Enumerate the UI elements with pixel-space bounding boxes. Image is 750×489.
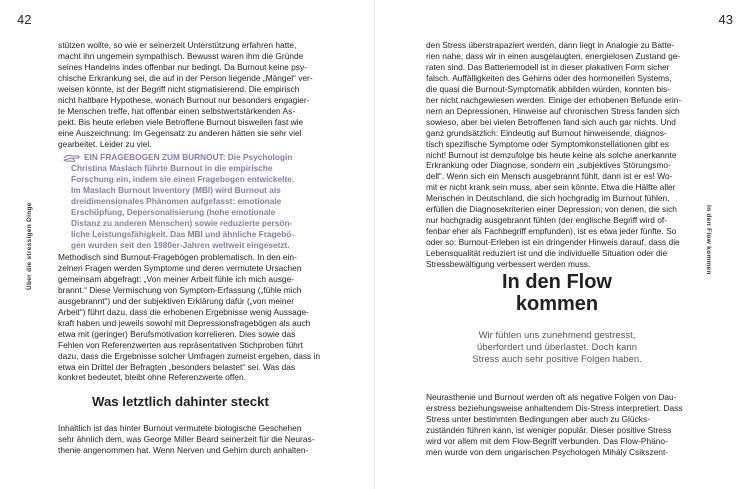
- text-line: chische Erkrankung sei, die auf in der Person liegende „Mängel“ ver-: [58, 72, 313, 83]
- text-line: raten sind. Das Batteriemodell ist in dieser plakativen Form sicher: [426, 61, 670, 72]
- text-line: seines Handelns indes offenbar nur bedingt. Da Burnout keine psy-: [58, 61, 307, 72]
- lead-line: überfordert und überlastet. Doch kann: [476, 342, 637, 354]
- text-line: kraft haben und jeweils sowohl mit Depressionsfragebögen als auch: [58, 317, 311, 328]
- section-heading-right: [426, 271, 688, 315]
- text-line: pekt. Bis heute erleben viele Betroffene Burnout bisweilen fast wie: [58, 116, 304, 127]
- text-line: Arbeit“) führt dazu, dass die erhobenen Ergebnisse wenig Aussage-: [58, 306, 309, 317]
- heading-line: kommen: [515, 293, 599, 315]
- box-line: Christina Maslach führte Burnout in die empirische: [71, 162, 273, 173]
- page-number-right: 43: [718, 12, 733, 27]
- text-line: macht ihn ungemein sympathisch. Bewusst waren ihm die Gründe: [58, 50, 304, 61]
- text-line: Neurasthenie und Burnout werden oft als negative Folgen von Dau-: [426, 392, 677, 402]
- text-line: nicht haltbare Hypothese, wonach Burnout nur besonders engagier-: [58, 94, 310, 105]
- lead-line: Wir fühlen uns zunehmend gestresst,: [478, 330, 636, 341]
- box-line: gen wurden seit den 1980er-Jahren weltweit eingesetzt.: [71, 239, 290, 250]
- box-line: Im Maslach Burnout Inventory (MBI) wird Burnout als: [71, 184, 281, 195]
- text-line: thenie angenommen hat. Wenn Nerven und Gehirn durch anhalten-: [58, 444, 309, 455]
- text-line: Stressbewältigung verbessert werden muss.: [426, 259, 591, 270]
- text-line: Erkrankung oder Diagnose, sondern ein „subjektives Störungsmo-: [426, 160, 671, 171]
- text-line: wird vor allem mit dem Flow-Begriff verbunden. Das Flow-Phäno-: [426, 435, 668, 446]
- text-line: die quasi die Burnout-Symptomatik abbilden würden, konnten bis-: [426, 83, 670, 94]
- text-line: gearbeitet. Leider zu viel.: [58, 138, 152, 149]
- left-paragraph-1: [58, 40, 313, 150]
- page-number-left: 42: [17, 12, 32, 27]
- text-line: falsch. Auffälligkeiten des Gehirns oder des hormonellen Systems,: [426, 72, 672, 83]
- text-line: erfüllen die Diagnosekriterien einer Depression; von denen, die sich: [426, 204, 677, 215]
- text-line: etwa ein Drittel der Befragten „besonders belastet“ sei. Was das: [58, 361, 296, 372]
- heading-line: In den Flow: [502, 271, 612, 293]
- box-line: Erschöpfung, Depersonalisierung (hohe emotionale: [71, 206, 276, 217]
- page-gutter: [374, 0, 375, 489]
- text-line: weisen könnte, ist der Begriff nicht stigmatisierend. Die empirisch: [58, 83, 300, 94]
- text-line: Menschen in Deutschland, die sich hochgradig im Burnout fühlen,: [426, 193, 670, 204]
- text-line: her nicht nachgewiesen werden. Einige der erhobenen Befunde erin-: [426, 94, 682, 105]
- text-line: Lebensqualität reduziert ist und die individuelle Situation oder die: [426, 248, 668, 259]
- text-line: konkret bedeutet, bleibt ohne Referenzwerte offen.: [58, 372, 246, 383]
- text-line: stützen wollte, so wie er seinerzeit Unterstützung erfahren hatte,: [58, 40, 297, 50]
- text-line: sowieso, aber bei vielen Betroffenen fand sich auch gar nichts. Und: [426, 116, 676, 127]
- text-line: den Stress überstrapaziert werden, dann liegt in Analogie zu Batte-: [426, 40, 675, 50]
- left-paragraph-3: [58, 423, 315, 456]
- text-line: etwa mit (geringer) Berufsmotivation korrelieren. Dies sowie das: [58, 328, 296, 339]
- text-line: men wurde von dem ungarischen Psychologen Mihály Csikszent-: [426, 446, 669, 457]
- box-line: EIN FRAGEBOGEN ZUM BURNOUT: Die Psychologin: [84, 152, 293, 162]
- hand-pointer-icon: [63, 152, 81, 164]
- text-line: te Menschen treffe, hat offenbar einen selbstwertstärkenden As-: [58, 105, 296, 116]
- text-line: nicht! Burnout ist demzufolge bis heute keine als solche anerkannte: [426, 149, 677, 160]
- text-line: sehr ähnlich dem, was George Miller Beard seinerzeit für die Neuras-: [58, 433, 315, 444]
- text-line: eine Auszeichnung: Im Gegensatz zu anderen hätten sie sehr viel: [58, 127, 302, 138]
- box-line: Forschung ein, indem sie einen Fragebogen entwickelte.: [71, 173, 295, 184]
- right-paragraph-2: [426, 392, 688, 458]
- left-paragraph-2: [58, 252, 321, 383]
- text-line: zelnen Fragen werden Symptome und deren vermutete Ursachen: [58, 262, 302, 273]
- text-line: Fehlen von Referenzwerten aus repräsentativen Stichproben führt: [58, 339, 303, 350]
- lead-line: Stress auch sehr positive Folgen haben.: [472, 354, 642, 366]
- text-line: dazu, dass die Ergebnisse solcher Umfragen zumeist ergeben, dass in: [58, 350, 321, 361]
- running-head-left: Über die stressigen Dinge: [26, 202, 33, 290]
- text-line: fenbar eher als Fachbegriff empfunden), ist es etwa jeder fünfte. So: [426, 226, 677, 237]
- text-line: Inhaltlich ist das hinter Burnout vermutete biologische Geschehen: [58, 423, 302, 433]
- text-line: mit er nicht krank sein muss, aber sein könnte. Etwa die Hälfte aller: [426, 182, 676, 193]
- text-line: ganz grundsätzlich: Eindeutig auf Burnout hinweisende, diagnos-: [426, 127, 667, 138]
- running-head-right: In den Flow kommen: [705, 205, 712, 275]
- section-heading-left: Was letztlich dahinter steckt: [92, 394, 269, 409]
- text-line: erstress beziehungsweise anhaltendem Dis-Stress interpretiert. Dass: [426, 402, 683, 413]
- text-line: tisch spezifische Symptome oder Symptomkonstellationen gibt es: [426, 138, 669, 149]
- text-line: Methodisch sind Burnout-Fragebögen problematisch. In den ein-: [58, 252, 297, 262]
- text-line: ausgebrannt“) und der subjektiven Erklärung dafür („von meiner: [58, 295, 295, 306]
- text-line: rien nahe, dass wir in einen ausgelaugten, energielosen Zustand ge-: [426, 50, 681, 61]
- right-paragraph-1: [426, 40, 688, 270]
- text-line: brannt.“ Diese Vermischung von Symptom-Erfassung („fühle mich: [58, 284, 302, 295]
- box-line: liche Leistungsfähigkeit. Das MBI und ähnliche Fragebö-: [71, 228, 295, 239]
- text-line: zuständen führen kann, ist weniger populär. Dieser positive Stress: [426, 424, 672, 435]
- text-line: nur hochgradig ausgebrannt fühlen (der englische Begriff wird of-: [426, 215, 668, 226]
- text-line: Stress unter bestimmten Bedingungen aber auch zu Glücks-: [426, 413, 650, 424]
- info-box-maslach: [71, 152, 316, 251]
- text-line: gemeinsam abgefragt: „Von meiner Arbeit fühle ich mich ausge-: [58, 273, 295, 284]
- lead-paragraph: [426, 330, 688, 367]
- text-line: oder so: Burnout-Erleben ist ein dringender Hinweis darauf, dass die: [426, 237, 680, 248]
- text-line: dell“. Wenn sich ein Mensch ausgebrannt fühlt, dann ist er es! Wo-: [426, 171, 673, 182]
- box-line: dreidimensionales Phänomen aufgefasst: emotionale: [71, 195, 282, 206]
- text-line: nern an Depressionen, Hinweise auf chronischen Stress fanden sich: [426, 105, 680, 116]
- box-line: Distanz zu anderen Menschen) sowie reduzierte persön-: [71, 217, 293, 228]
